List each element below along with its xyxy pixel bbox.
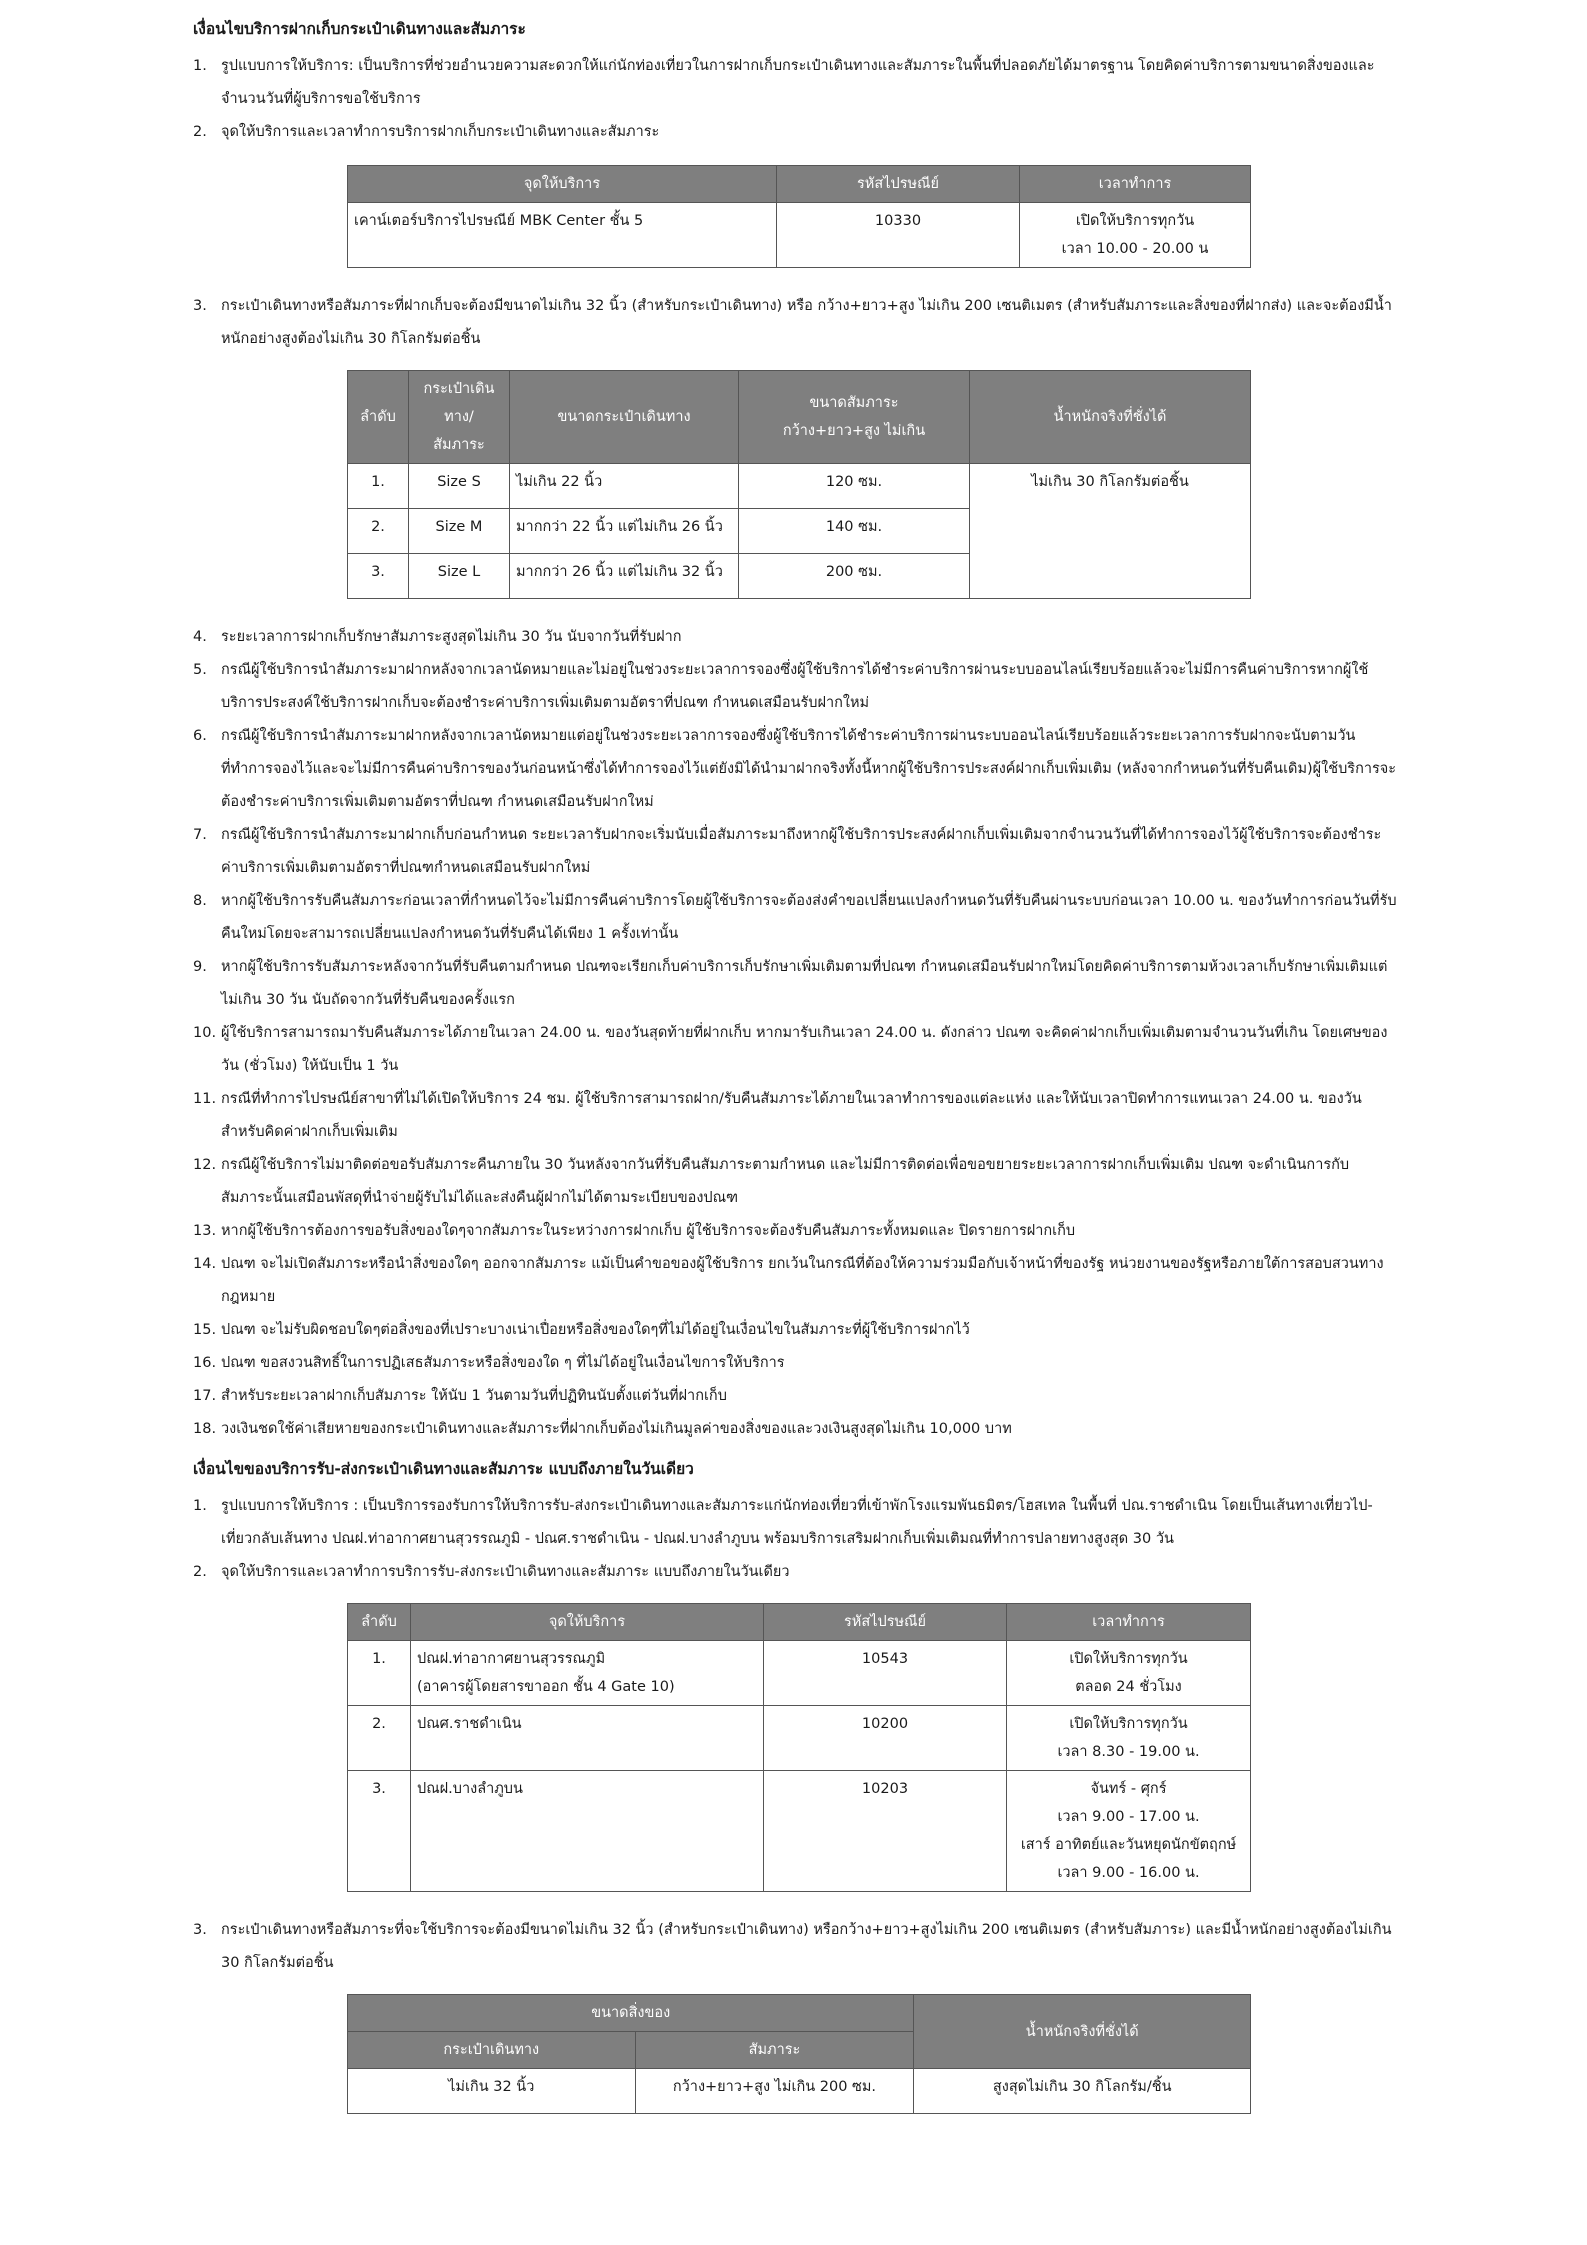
location-line: ปณศ.ราชดำเนิน: [417, 1716, 522, 1732]
item-number: 7.: [193, 827, 207, 843]
list-item: [193, 819, 1397, 885]
table-header-row: [348, 166, 1251, 203]
cell-location: [411, 1706, 764, 1771]
sameday-size-table: [347, 1994, 1251, 2114]
list-item: [193, 50, 1397, 116]
cell-hours: [1007, 1771, 1251, 1892]
cell-bag-size: มากกว่า 26 นิ้ว แต่ไม่เกิน 32 นิ้ว: [510, 554, 739, 599]
item-number: 6.: [193, 728, 207, 744]
col-header-location: จุดให้บริการ: [411, 1604, 764, 1641]
item-text: กรณีผู้ใช้บริการนำสัมภาระมาฝากหลังจากเวลานัดหมายและไม่อยู่ในช่วงระยะเวลาการจองซึ่งผู้ใช้บริการได้ชำระค่าบริการผ่านระบบออนไลน์เรียบร้อยแล้วจะไม่มีการคืนค่าบริการหากผู้ใช้บริการประสงค์ใช้บริการฝากเก็บจะต้องชำระค่าบริการเพิ่มเติมตามอัตราที่ปณฑ กำหนดเสมือนรับฝากใหม่: [221, 662, 1369, 711]
hours-line: เปิดให้บริการทุกวัน: [1069, 1716, 1188, 1732]
col-header-bag: กระเป๋าเดินทาง: [348, 2032, 636, 2069]
list-item: [193, 1017, 1397, 1083]
list-item: [193, 720, 1397, 819]
item-text: กระเป๋าเดินทางหรือสัมภาระที่จะใช้บริการจะต้องมีขนาดไม่เกิน 32 นิ้ว (สำหรับกระเป๋าเดินทาง) หรือกว้าง+ยาว+สูงไม่เกิน 200 เซนติเมตร (สำหรับสัมภาระ) และมีน้ำหนักอย่างสูงต้องไม่เกิน 30 กิโลกรัมต่อชิ้น: [221, 1922, 1392, 1971]
col-header-bag-size: ขนาดกระเป๋าเดินทาง: [510, 371, 739, 464]
cell-type: Size M: [409, 509, 510, 554]
item-number: 3.: [193, 298, 207, 314]
item-number: 14.: [193, 1256, 217, 1272]
col-header-order: ลำดับ: [348, 371, 409, 464]
cell-order: 1.: [348, 464, 409, 509]
cell-weight: ไม่เกิน 30 กิโลกรัมต่อชิ้น: [970, 464, 1251, 599]
table-header-row: [348, 371, 1251, 464]
sameday-service-point-table: [347, 1603, 1251, 1892]
section1-title: เงื่อนไขบริการฝากเก็บกระเป๋าเดินทางและสัมภาระ: [193, 20, 526, 38]
hours-line: เสาร์ อาทิตย์และวันหยุดนักขัตฤกษ์: [1020, 1837, 1237, 1853]
cell-postcode: 10200: [764, 1706, 1007, 1771]
item-text: วงเงินชดใช้ค่าเสียหายของกระเป๋าเดินทางและสัมภาระที่ฝากเก็บต้องไม่เกินมูลค่าของสิ่งของและวงเงินสูงสุดไม่เกิน 10,000 บาท: [221, 1421, 1012, 1437]
item-text: รูปแบบการให้บริการ: เป็นบริการที่ช่วยอำนวยความสะดวกให้แก่นักท่องเที่ยวในการฝากเก็บกระเป๋าเดินทางและสัมภาระในพื้นที่ปลอดภัยได้มาตรฐาน โดยคิดค่าบริการตามขนาดสิ่งของและจำนวนวันที่ผู้บริการขอใช้บริการ: [221, 58, 1375, 107]
table-header-row: [348, 1604, 1251, 1641]
item-number: 9.: [193, 959, 207, 975]
cell-order: 1.: [348, 1641, 411, 1706]
cell-type: Size S: [409, 464, 510, 509]
list-item: [193, 116, 1397, 149]
item-number: 10.: [193, 1025, 217, 1041]
cell-hours: [1007, 1641, 1251, 1706]
section1-list-item3: [193, 290, 1397, 356]
item-number: 2.: [193, 124, 207, 140]
col-header-item-size: [739, 371, 970, 464]
cell-postcode: 10203: [764, 1771, 1007, 1892]
item-number: 17.: [193, 1388, 217, 1404]
item-number: 11.: [193, 1091, 217, 1107]
cell-item-size: 120 ซม.: [739, 464, 970, 509]
item-text: กระเป๋าเดินทางหรือสัมภาระที่ฝากเก็บจะต้องมีขนาดไม่เกิน 32 นิ้ว (สำหรับกระเป๋าเดินทาง) หรือ กว้าง+ยาว+สูง ไม่เกิน 200 เซนติเมตร (สำหรับสัมภาระและสิ่งของที่ฝากส่ง) และจะต้องมีน้ำหนักอย่างสูงต้องไม่เกิน 30 กิโลกรัมต่อชิ้น: [221, 298, 1392, 347]
cell-item: กว้าง+ยาว+สูง ไม่เกิน 200 ซม.: [635, 2069, 914, 2114]
cell-location: เคาน์เตอร์บริการไปรษณีย์ MBK Center ชั้น 5: [348, 203, 777, 268]
item-number: 1.: [193, 1498, 207, 1514]
list-item: [193, 1083, 1397, 1149]
item-text: หากผู้ใช้บริการรับคืนสัมภาระก่อนเวลาที่กำหนดไว้จะไม่มีการคืนค่าบริการโดยผู้ใช้บริการจะต้องส่งคำขอเปลี่ยนแปลงกำหนดวันที่รับคืนผ่านระบบก่อนเวลา 10.00 น. ของวันทำการก่อนวันที่รับคืนใหม่โดยจะสามารถเปลี่ยนแปลงกำหนดวันที่รับคืนได้เพียง 1 ครั้งเท่านั้น: [221, 893, 1397, 942]
list-item: [193, 290, 1397, 356]
hours-line: เปิดให้บริการทุกวัน: [1075, 213, 1195, 229]
location-line: ปณฝ.ท่าอากาศยานสุวรรณภูมิ: [417, 1651, 606, 1667]
list-item: [193, 1248, 1397, 1314]
col-header-type: [409, 371, 510, 464]
header-line: กระเป๋าเดินทาง/: [423, 381, 495, 425]
list-item: [193, 1314, 1397, 1347]
list-item: [193, 654, 1397, 720]
list-item: [193, 1413, 1397, 1446]
list-item: [193, 1490, 1397, 1556]
location-line: ปณฝ.บางลำภูบน: [417, 1781, 523, 1797]
item-number: 13.: [193, 1223, 217, 1239]
cell-weight: สูงสุดไม่เกิน 30 กิโลกรัม/ชิ้น: [914, 2069, 1251, 2114]
cell-item-size: 140 ซม.: [739, 509, 970, 554]
location-line: (อาคารผู้โดยสารขาออก ชั้น 4 Gate 10): [417, 1679, 675, 1695]
cell-hours: [1020, 203, 1251, 268]
table-row: [348, 1641, 1251, 1706]
cell-postcode: 10543: [764, 1641, 1007, 1706]
item-number: 5.: [193, 662, 207, 678]
col-header-postcode: รหัสไปรษณีย์: [764, 1604, 1007, 1641]
hours-line: เวลา 9.00 - 17.00 น.: [1057, 1809, 1200, 1825]
cell-postcode: 10330: [777, 203, 1020, 268]
item-number: 4.: [193, 629, 207, 645]
cell-bag-size: มากกว่า 22 นิ้ว แต่ไม่เกิน 26 นิ้ว: [510, 509, 739, 554]
item-text: กรณีผู้ใช้บริการนำสัมภาระมาฝากหลังจากเวลานัดหมายแต่อยู่ในช่วงระยะเวลาการจองซึ่งผู้ใช้บริการได้ชำระค่าบริการผ่านระบบออนไลน์เรียบร้อยแล้วระยะเวลาการรับฝากจะนับตามวันที่ทำการจองไว้และจะไม่มีการคืนค่าบริการของวันก่อนหน้าซึ่งได้ทำการจองไว้แต่ยังมิได้นำมาฝากจริงทั้งนี้หากผู้ใช้บริการประสงค์ฝากเก็บเพิ่มเติม (หลังจากกำหนดวันที่รับคืนเดิม)ผู้ใช้บริการจะต้องชำระค่าบริการเพิ่มเติมตามอัตราที่ปณฑ กำหนดเสมือนรับฝากใหม่: [221, 728, 1397, 810]
item-text: ระยะเวลาการฝากเก็บรักษาสัมภาระสูงสุดไม่เกิน 30 วัน นับจากวันที่รับฝาก: [221, 629, 682, 645]
cell-item-size: 200 ซม.: [739, 554, 970, 599]
header-line: กว้าง+ยาว+สูง ไม่เกิน: [782, 423, 926, 439]
col-header-weight: น้ำหนักจริงที่ชั่งได้: [914, 1995, 1251, 2069]
item-number: 15.: [193, 1322, 217, 1338]
item-text: กรณีผู้ใช้บริการไม่มาติดต่อขอรับสัมภาระคืนภายใน 30 วันหลังจากวันที่รับคืนสัมภาระตามกำหนด และไม่มีการติดต่อเพื่อขอขยายระยะเวลาการฝากเก็บเพิ่มเติม ปณฑ จะดำเนินการกับสัมภาระนั้นเสมือนพัสดุที่นำจ่ายผู้รับไม่ได้และส่งคืนผู้ฝากไม่ได้ตามระเบียบของปณฑ: [221, 1157, 1350, 1206]
list-item: [193, 1914, 1397, 1980]
cell-type: Size L: [409, 554, 510, 599]
item-text: สำหรับระยะเวลาฝากเก็บสัมภาระ ให้นับ 1 วันตามวันที่ปฏิทินนับตั้งแต่วันที่ฝากเก็บ: [221, 1388, 727, 1404]
list-item: [193, 1149, 1397, 1215]
cell-order: 3.: [348, 554, 409, 599]
section1-list-b: [193, 621, 1397, 1446]
section2-list-item3: [193, 1914, 1397, 1980]
col-header-size: ขนาดสิ่งของ: [348, 1995, 914, 2032]
size-table: [347, 370, 1251, 599]
table-row: [348, 1771, 1251, 1892]
item-text: ปณฑ จะไม่เปิดสัมภาระหรือนำสิ่งของใดๆ ออกจากสัมภาระ แม้เป็นคำขอของผู้ใช้บริการ ยกเว้นในกรณีที่ต้องให้ความร่วมมือกับเจ้าหน้าที่ของรัฐ หน่วยงานของรัฐหรือภายใต้การสอบสวนทางกฎหมาย: [221, 1256, 1384, 1305]
cell-order: 3.: [348, 1771, 411, 1892]
col-header-location: จุดให้บริการ: [348, 166, 777, 203]
list-item: [193, 885, 1397, 951]
item-text: จุดให้บริการและเวลาทำการบริการฝากเก็บกระเป๋าเดินทางและสัมภาระ: [221, 124, 660, 140]
item-text: ปณฑ จะไม่รับผิดชอบใดๆต่อสิ่งของที่เปราะบางเน่าเปื่อยหรือสิ่งของใดๆที่ไม่ได้อยู่ในเงื่อนไขในสัมภาระที่ผู้ใช้บริการฝากไว้: [221, 1322, 970, 1338]
list-item: [193, 1215, 1397, 1248]
item-number: 18.: [193, 1421, 217, 1437]
list-item: [193, 1380, 1397, 1413]
service-point-table: [347, 165, 1251, 268]
col-header-hours: เวลาทำการ: [1007, 1604, 1251, 1641]
col-header-order: ลำดับ: [348, 1604, 411, 1641]
item-number: 12.: [193, 1157, 217, 1173]
cell-bag-size: ไม่เกิน 22 นิ้ว: [510, 464, 739, 509]
col-header-weight: น้ำหนักจริงที่ชั่งได้: [970, 371, 1251, 464]
col-header-hours: เวลาทำการ: [1020, 166, 1251, 203]
table-header-row: [348, 1995, 1251, 2032]
item-number: 3.: [193, 1922, 207, 1938]
col-header-item: สัมภาระ: [635, 2032, 914, 2069]
table-row: [348, 464, 1251, 509]
section2-title: เงื่อนไขของบริการรับ-ส่งกระเป๋าเดินทางและสัมภาระ แบบถึงภายในวันเดียว: [193, 1460, 694, 1478]
hours-line: ตลอด 24 ชั่วโมง: [1075, 1679, 1182, 1695]
item-text: จุดให้บริการและเวลาทำการบริการรับ-ส่งกระเป๋าเดินทางและสัมภาระ แบบถึงภายในวันเดียว: [221, 1564, 790, 1580]
item-text: กรณีที่ทำการไปรษณีย์สาขาที่ไม่ได้เปิดให้บริการ 24 ชม. ผู้ใช้บริการสามารถฝาก/รับคืนสัมภาระได้ภายในเวลาทำการของแต่ละแห่ง และให้นับเวลาปิดทำการแทนเวลา 24.00 น. ของวันสำหรับคิดค่าฝากเก็บเพิ่มเติม: [221, 1091, 1362, 1140]
item-text: กรณีผู้ใช้บริการนำสัมภาระมาฝากเก็บก่อนกำหนด ระยะเวลารับฝากจะเริ่มนับเมื่อสัมภาระมาถึงหากผู้ใช้บริการประสงค์ฝากเก็บเพิ่มเติมจากจำนวนวันที่ได้ทำการจองไว้ผู้ใช้บริการจะต้องชำระค่าบริการเพิ่มเติมตามอัตราที่ปณฑกำหนดเสมือนรับฝากใหม่: [221, 827, 1382, 876]
item-number: 2.: [193, 1564, 207, 1580]
cell-order: 2.: [348, 509, 409, 554]
item-text: ปณฑ ขอสงวนสิทธิ์ในการปฏิเสธสัมภาระหรือสิ่งของใด ๆ ที่ไม่ได้อยู่ในเงื่อนไขการให้บริการ: [221, 1355, 785, 1371]
hours-line: เวลา 10.00 - 20.00 น: [1061, 241, 1209, 257]
hours-line: จันทร์ - ศุกร์: [1090, 1781, 1167, 1797]
hours-line: เวลา 8.30 - 19.00 น.: [1057, 1744, 1200, 1760]
list-item: [193, 1556, 1397, 1589]
cell-order: 2.: [348, 1706, 411, 1771]
item-text: ผู้ใช้บริการสามารถมารับคืนสัมภาระได้ภายในเวลา 24.00 น. ของวันสุดท้ายที่ฝากเก็บ หากมารับเกินเวลา 24.00 น. ดังกล่าว ปณฑ จะคิดค่าฝากเก็บเพิ่มเติมตามจำนวนวันที่เกิน โดยเศษของวัน (ชั่วโมง) ให้นับเป็น 1 วัน: [221, 1025, 1388, 1074]
list-item: [193, 951, 1397, 1017]
item-number: 16.: [193, 1355, 217, 1371]
item-text: หากผู้ใช้บริการต้องการขอรับสิ่งของใดๆจากสัมภาระในระหว่างการฝากเก็บ ผู้ใช้บริการจะต้องรับคืนสัมภาระทั้งหมดและ ปิดรายการฝากเก็บ: [221, 1223, 1076, 1239]
hours-line: เปิดให้บริการทุกวัน: [1069, 1651, 1188, 1667]
header-line: สัมภาระ: [433, 437, 485, 453]
item-number: 8.: [193, 893, 207, 909]
section1-list-a: [193, 50, 1397, 149]
col-header-postcode: รหัสไปรษณีย์: [777, 166, 1020, 203]
table-row: [348, 2069, 1251, 2114]
cell-location: [411, 1771, 764, 1892]
cell-hours: [1007, 1706, 1251, 1771]
table-row: [348, 1706, 1251, 1771]
list-item: [193, 621, 1397, 654]
item-text: รูปแบบการให้บริการ : เป็นบริการรองรับการให้บริการรับ-ส่งกระเป๋าเดินทางและสัมภาระแก่นักท่องเที่ยวที่เข้าพักโรงแรมพันธมิตร/โฮสเทล ในพื้นที่ ปณ.ราชดำเนิน โดยเป็นเส้นทางเที่ยวไป-เที่ยวกลับเส้นทาง ปณฝ.ท่าอากาศยานสุวรรณภูมิ - ปณศ.ราชดำเนิน - ปณฝ.บางลำภูบน พร้อมบริการเสริมฝากเก็บเพิ่มเติมณที่ทำการปลายทางสูงสุด 30 วัน: [221, 1498, 1373, 1547]
header-line: ขนาดสัมภาระ: [809, 395, 899, 411]
cell-location: [411, 1641, 764, 1706]
hours-line: เวลา 9.00 - 16.00 น.: [1057, 1865, 1200, 1881]
item-number: 1.: [193, 58, 207, 74]
item-text: หากผู้ใช้บริการรับสัมภาระหลังจากวันที่รับคืนตามกำหนด ปณฑจะเรียกเก็บค่าบริการเก็บรักษาเพิ่มเติมตามที่ปณฑ กำหนดเสมือนรับฝากใหม่โดยคิดค่าบริการตามห้วงเวลาเก็บรักษาเพิ่มเติมแต่ไม่เกิน 30 วัน นับถัดจากวันที่รับคืนของครั้งแรก: [221, 959, 1388, 1008]
table-row: [348, 203, 1251, 268]
list-item: [193, 1347, 1397, 1380]
section2-list-a: [193, 1490, 1397, 1589]
cell-bag: ไม่เกิน 32 นิ้ว: [348, 2069, 636, 2114]
